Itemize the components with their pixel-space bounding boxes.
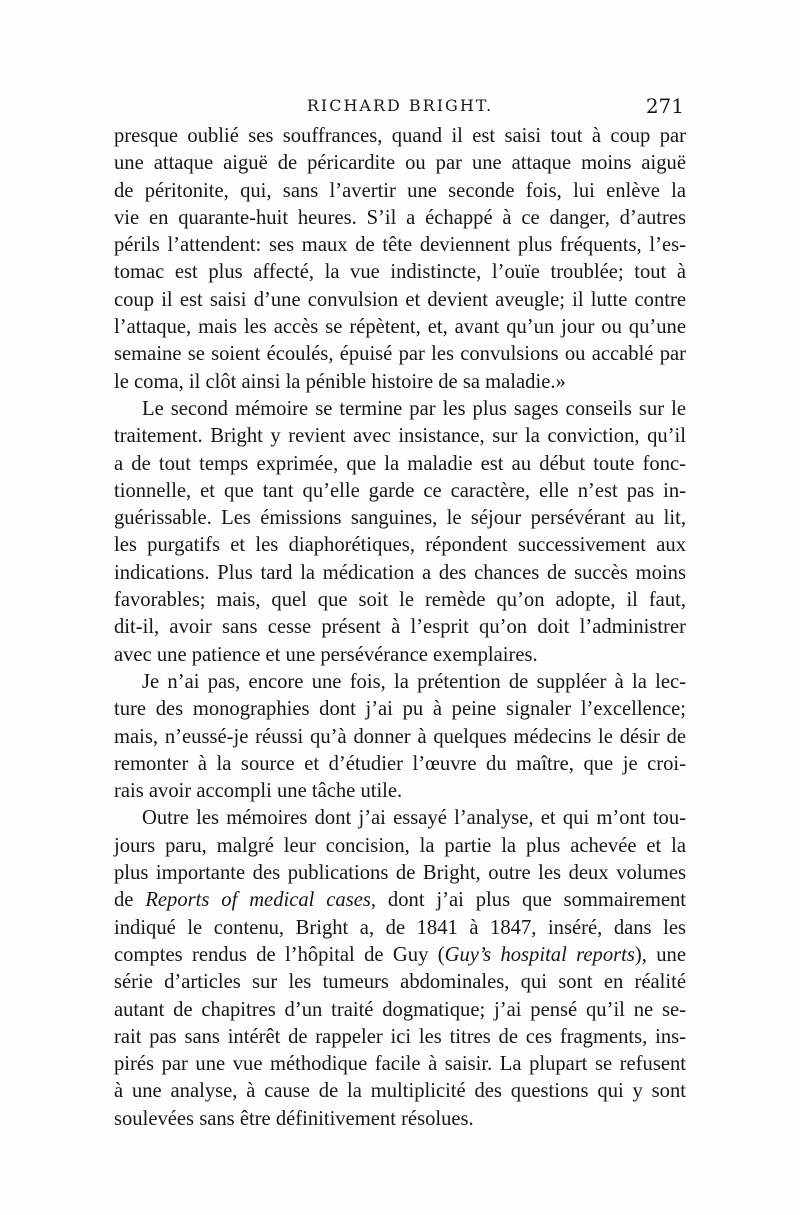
text-line: ture des monographies dont j’ai pu à peine signaler l’excellence; <box>114 698 686 721</box>
text-line: Le second mémoire se termine par les plus sages conseils sur le <box>142 397 686 420</box>
text-line: a de tout temps exprimée, que la maladie est au début toute fonc- <box>114 452 686 475</box>
text-line: rais avoir accompli une tâche utile. <box>114 780 403 803</box>
text-line: favorables; mais, quel que soit le remède qu’on adopte, il faut, <box>114 589 686 612</box>
text-line: dit-il, avoir sans cesse présent à l’esprit qu’on doit l’administrer <box>114 616 686 639</box>
text-line: rait pas sans intérêt de rappeler ici les titres de ces fragments, ins- <box>114 1025 686 1048</box>
paragraph-4 <box>114 805 686 1133</box>
paragraph-3 <box>114 669 686 805</box>
text-line: vie en quarante-huit heures. S’il a échappé à ce danger, d’autres <box>114 206 686 229</box>
text-line: l’attaque, mais les accès se répètent, et, avant qu’un jour ou qu’une <box>114 316 686 339</box>
text-line: Outre les mémoires dont j’ai essayé l’analyse, et qui m’ont tou- <box>142 807 686 830</box>
text-line: mais, n’eussé-je réussi qu’à donner à quelques médecins le désir de <box>114 725 686 748</box>
text-line: plus importante des publications de Bright, outre les deux volumes <box>114 862 686 885</box>
running-title: RICHARD BRIGHT. <box>306 96 494 115</box>
text-line: le coma, il clôt ainsi la pénible histoire de sa maladie.» <box>114 370 566 393</box>
text-line: périls l’attendent: ses maux de tête deviennent plus fréquents, l’es- <box>114 234 686 257</box>
text-line: jours paru, malgré leur concision, la partie la plus achevée et la <box>114 834 686 857</box>
running-head <box>114 96 686 120</box>
text-line-with-italic: comptes rendus de l’hôpital de Guy (Guy’s hospital reports), une <box>114 943 686 966</box>
text-line: de péritonite, qui, sans l’avertir une seconde fois, lui enlève la <box>114 179 686 202</box>
text-line: guérissable. Les émissions sanguines, le séjour persévérant au lit, <box>114 507 686 530</box>
italic-title: Guy’s hospital reports <box>444 943 635 966</box>
text-line: Je n’ai pas, encore une fois, la prétention de suppléer à la lec- <box>142 670 686 693</box>
text-line: série d’articles sur les tumeurs abdominales, qui sont en réalité <box>114 971 686 994</box>
paragraph-1 <box>114 123 686 396</box>
text-line: semaine se soient écoulés, épuisé par les convulsions ou accablé par <box>114 343 686 366</box>
text-line: indiqué le contenu, Bright a, de 1841 à 1847, inséré, dans les <box>114 916 686 939</box>
text-line-with-italic: de Reports of medical cases, dont j’ai plus que sommairement <box>114 889 686 912</box>
body-text <box>114 123 686 1133</box>
italic-title: Reports of medical cases <box>145 889 371 912</box>
text-line: autant de chapitres d’un traité dogmatique; j’ai pensé qu’il ne se- <box>114 998 686 1021</box>
text-line: soulevées sans être définitivement résolues. <box>114 1107 474 1130</box>
text-line: traitement. Bright y revient avec insistance, sur la conviction, qu’il <box>114 425 686 448</box>
page-number: 271 <box>645 94 684 118</box>
text-line: les purgatifs et les diaphorétiques, répondent successivement aux <box>114 534 686 557</box>
text-line: remonter à la source et d’étudier l’œuvre du maître, que je croi- <box>114 752 686 775</box>
text-line: presque oublié ses souffrances, quand il est saisi tout à coup par <box>114 125 686 147</box>
paragraph-2 <box>114 396 686 669</box>
text-line: à une analyse, à cause de la multiplicité des questions qui y sont <box>114 1080 686 1103</box>
text-line: indications. Plus tard la médication a des chances de succès moins <box>114 561 686 584</box>
text-line: coup il est saisi d’une convulsion et devient aveugle; il lutte contre <box>114 288 686 311</box>
text-line: tionnelle, et que tant qu’elle garde ce caractère, elle n’est pas in- <box>114 479 686 502</box>
text-line: avec une patience et une persévérance exemplaires. <box>114 643 538 666</box>
text-line: tomac est plus affecté, la vue indistincte, l’ouïe troublée; tout à <box>114 261 686 284</box>
text-line: une attaque aiguë de péricardite ou par une attaque moins aiguë <box>114 152 686 175</box>
text-line: pirés par une vue méthodique facile à saisir. La plupart se refusent <box>114 1053 686 1076</box>
